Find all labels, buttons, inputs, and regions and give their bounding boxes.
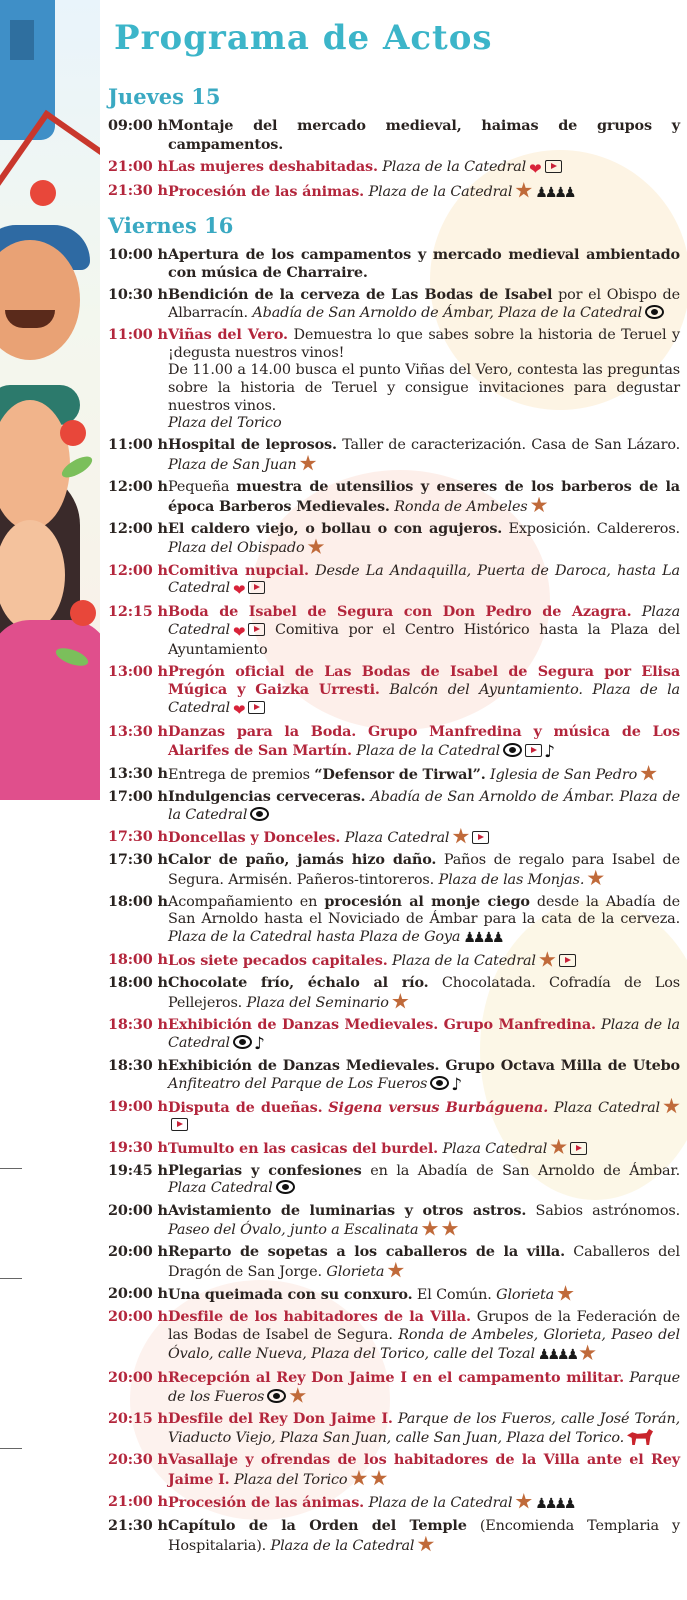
- event-row: [108, 1139, 680, 1159]
- event-title: Los siete pecados capitales.: [168, 952, 388, 970]
- badge-icon: [557, 1285, 574, 1302]
- heart-icon: ❤: [529, 159, 542, 178]
- event-detail: De 11.00 a 14.00 busca el punto Viñas del Vero, contesta las preguntas sobre la historia de Teruel y consigue invitaciones para degustar nuestros vinos.: [168, 362, 680, 414]
- event-description: [168, 1162, 680, 1198]
- badge-icon: [350, 1470, 367, 1487]
- event-title-italic: Sigena versus Burbáguena.: [328, 1098, 549, 1116]
- event-text: Acompañamiento en: [168, 893, 318, 910]
- eye-icon: [267, 1389, 286, 1403]
- event-text: Taller de caracterización. Casa de San Lázaro.: [342, 437, 681, 454]
- event-description: [168, 603, 680, 659]
- event-time: 10:30 h: [108, 286, 168, 304]
- badge-icon: [441, 1220, 458, 1237]
- event-title: Boda de Isabel de Segura con Don Pedro de Azagra.: [168, 603, 632, 621]
- event-description: [168, 1243, 680, 1281]
- event-description: [168, 478, 680, 516]
- badge-icon: [300, 455, 317, 472]
- event-row: [108, 1517, 680, 1555]
- event-time: 21:30 h: [108, 181, 168, 199]
- event-time: 12:00 h: [108, 478, 168, 496]
- event-title: muestra de utensilios y enseres de los barberos de la época Barberos Medievales.: [168, 478, 680, 515]
- event-description: [168, 182, 680, 203]
- badge-icon: [387, 1262, 404, 1279]
- event-time: 20:15 h: [108, 1410, 168, 1428]
- badge-icon: [579, 1344, 596, 1361]
- event-title: Indulgencias cerveceras.: [168, 788, 366, 806]
- event-place: Anfiteatro del Parque de Los Fueros: [168, 1075, 428, 1092]
- event-description: [168, 1202, 680, 1240]
- event-description: [168, 1369, 680, 1407]
- event-time: 17:00 h: [108, 788, 168, 806]
- event-title: Las mujeres deshabitadas.: [168, 157, 378, 175]
- event-title: Desfile del Rey Don Jaime I.: [168, 1410, 393, 1428]
- badge-icon: [539, 951, 556, 968]
- event-row: [108, 520, 680, 558]
- event-row: [108, 951, 680, 971]
- event-description: [168, 1493, 680, 1514]
- event-time: 21:00 h: [108, 157, 168, 175]
- event-text: en la Abadía de San Arnoldo de Ámbar.: [370, 1162, 681, 1179]
- badge-icon: [307, 538, 324, 555]
- play-icon: [248, 581, 265, 594]
- event-place: Plaza de la Catedral hasta Plaza de Goya: [168, 929, 461, 946]
- event-row: [108, 562, 680, 600]
- event-time: 17:30 h: [108, 851, 168, 869]
- event-row: [108, 1243, 680, 1281]
- event-title: Pregón oficial de Las Bodas de Isabel de Segura por Elisa Múgica y Gaizka Urresti.: [168, 662, 680, 699]
- badge-icon: [515, 182, 532, 199]
- event-title: Una queimada con su conxuro.: [168, 1286, 413, 1304]
- event-place: Glorieta: [496, 1287, 555, 1304]
- event-place: Ronda de Ambeles: [394, 498, 528, 515]
- event-text: Entrega de premios: [168, 766, 310, 783]
- event-description: [168, 1410, 680, 1447]
- program-content: [108, 0, 680, 1559]
- event-description: [168, 1285, 680, 1305]
- event-row: [108, 765, 680, 785]
- event-title: procesión al monje ciego: [324, 892, 530, 910]
- event-row: [108, 1162, 680, 1198]
- event-title: Tumulto en las casicas del burdel.: [168, 1139, 439, 1157]
- event-title: Procesión de las ánimas.: [168, 1494, 365, 1511]
- eye-icon: [645, 305, 664, 319]
- event-place: Abadía de San Arnoldo de Ámbar, Plaza de la Catedral: [252, 304, 643, 321]
- event-place: Plaza del Obispado: [168, 540, 305, 557]
- event-place: Abadía de San Arnoldo de Ámbar. Plaza de la Catedral: [168, 789, 680, 823]
- event-title: Procesión de las ánimas.: [168, 182, 365, 200]
- horse-icon: [627, 1429, 653, 1445]
- event-place: Plaza del Seminario: [246, 995, 389, 1012]
- event-time: 13:00 h: [108, 662, 168, 680]
- event-time: 20:00 h: [108, 1285, 168, 1303]
- people-icon: ♟♟♟♟: [537, 1347, 577, 1364]
- event-time: 20:00 h: [108, 1308, 168, 1326]
- event-time: 19:00 h: [108, 1097, 168, 1115]
- event-text: desde la Abadía de San Arnoldo hasta el Noviciado de Ámbar para la cata de la cerveza.: [168, 893, 680, 928]
- eye-icon: [430, 1076, 449, 1090]
- badge-icon: [640, 765, 657, 782]
- event-place: Plaza Catedral: [553, 1099, 660, 1116]
- music-note-icon: ♪: [451, 1074, 462, 1095]
- event-description: [168, 663, 680, 720]
- event-place: Paseo del Óvalo, junto a Escalinata: [168, 1222, 419, 1239]
- event-description: [168, 893, 680, 948]
- event-place: Plaza de la Catedral: [368, 183, 513, 200]
- event-row: [108, 1098, 680, 1135]
- margin-line: [0, 1448, 22, 1449]
- heart-icon: ❤: [232, 581, 246, 600]
- event-title: Recepción al Rey Don Jaime I en el campamento militar.: [168, 1368, 624, 1386]
- event-description: [168, 1308, 680, 1365]
- event-description: [168, 1057, 680, 1094]
- eye-icon: [233, 1035, 252, 1049]
- event-description: [168, 436, 680, 474]
- event-title: Montaje del mercado medieval, haimas de grupos y campamentos.: [168, 117, 680, 153]
- event-row: [108, 286, 680, 322]
- event-title: Vasallaje y ofrendas de los habitadores de la Villa ante el Rey Jaime I.: [168, 1451, 680, 1488]
- play-icon: [171, 1118, 188, 1131]
- event-title: Avistamiento de luminarias y otros astros.: [168, 1201, 527, 1219]
- eye-icon: [250, 807, 269, 821]
- badge-icon: [289, 1387, 306, 1404]
- event-row: [108, 1451, 680, 1489]
- page-title: Programa de Actos: [114, 18, 493, 58]
- event-row: [108, 1369, 680, 1407]
- event-row: [108, 1410, 680, 1447]
- event-row: [108, 663, 680, 720]
- event-description: [168, 1517, 680, 1555]
- event-time: 13:30 h: [108, 764, 168, 782]
- event-text: Sabios astrónomos.: [535, 1202, 680, 1219]
- event-row: [108, 182, 680, 203]
- play-icon: [248, 701, 265, 714]
- event-description: [168, 562, 680, 600]
- event-description: [168, 765, 680, 785]
- event-text: Pequeña: [168, 479, 237, 496]
- event-row: [108, 117, 680, 154]
- event-time: 20:00 h: [108, 1201, 168, 1219]
- event-text: Demuestra lo que sabes sobre la historia de Teruel y ¡degusta nuestros vinos!: [168, 327, 680, 361]
- event-row: [108, 158, 680, 179]
- event-description: [168, 326, 680, 433]
- event-description: [168, 117, 680, 154]
- event-place: Plaza Catedral: [344, 829, 450, 846]
- event-time: 20:00 h: [108, 1368, 168, 1386]
- event-place: Plaza de la Catedral: [382, 158, 527, 175]
- event-description: [168, 246, 680, 283]
- event-row: [108, 1285, 680, 1305]
- event-row: [108, 436, 680, 474]
- margin-line: [0, 1278, 22, 1279]
- event-row: [108, 1308, 680, 1365]
- event-time: 19:30 h: [108, 1138, 168, 1156]
- event-place: Plaza Catedral: [442, 1140, 548, 1157]
- event-time: 20:30 h: [108, 1451, 168, 1469]
- event-place: Desde La Andaquilla, Puerta de Daroca, hasta La Catedral: [168, 562, 680, 597]
- play-icon: [545, 160, 562, 173]
- event-title: Disputa de dueñas.: [168, 1098, 323, 1116]
- event-text: Grupos de la Federación de las Bodas de Isabel de Segura.: [168, 1309, 680, 1343]
- event-row: [108, 326, 680, 433]
- badge-icon: [531, 497, 548, 514]
- people-icon: ♟♟♟♟: [535, 1496, 574, 1512]
- event-time: 19:45 h: [108, 1161, 168, 1179]
- event-row: [108, 788, 680, 824]
- event-description: [168, 828, 680, 848]
- play-icon: [472, 831, 489, 844]
- event-description: [168, 974, 680, 1012]
- event-time: 18:30 h: [108, 1016, 168, 1034]
- event-place: Plaza de la Catedral: [168, 1017, 680, 1051]
- badge-icon: [370, 1470, 387, 1487]
- event-place: Plaza del Torico: [168, 415, 282, 432]
- event-time: 18:00 h: [108, 892, 168, 910]
- event-description: [168, 286, 680, 322]
- event-title: Calor de paño, jamás hizo daño.: [168, 851, 437, 869]
- event-place: Plaza del Torico: [233, 1471, 348, 1488]
- eye-icon: [276, 1180, 295, 1194]
- event-title: Chocolate frío, échalo al río.: [168, 974, 429, 992]
- days-list: [108, 84, 680, 1555]
- badge-icon: [663, 1098, 680, 1115]
- event-title: Doncellas y Donceles.: [168, 828, 341, 846]
- event-text: Exposición. Caldereros.: [508, 520, 680, 537]
- badge-icon: [587, 870, 604, 887]
- event-row: [108, 603, 680, 659]
- event-title: Apertura de los campamentos y mercado medieval ambientado con música de Charraire.: [168, 245, 680, 282]
- event-place: Glorieta: [326, 1263, 385, 1280]
- day-title: Viernes 16: [108, 212, 234, 238]
- event-row: [108, 1057, 680, 1094]
- event-title: Plegarias y confesiones: [168, 1161, 362, 1179]
- event-title: Hospital de leprosos.: [168, 436, 337, 454]
- event-row: [108, 851, 680, 889]
- music-note-icon: ♪: [544, 741, 555, 762]
- event-row: [108, 723, 680, 761]
- event-title: Bendición de la cerveza de Las Bodas de Isabel: [168, 286, 553, 304]
- event-place: Plaza de la Catedral: [392, 953, 536, 970]
- event-text: (Encomienda Templaria y Hospitalaria).: [168, 1518, 680, 1554]
- event-time: 11:00 h: [108, 436, 168, 454]
- event-title: Reparto de sopetas a los caballeros de la villa.: [168, 1243, 565, 1261]
- event-place: Plaza de la Catedral: [368, 1495, 513, 1511]
- play-icon: [559, 954, 576, 967]
- event-time: 20:00 h: [108, 1243, 168, 1261]
- event-text: Chocolatada. Cofradía de Los Pellejeros.: [168, 975, 680, 1012]
- event-time: 12:00 h: [108, 519, 168, 537]
- event-description: [168, 1098, 680, 1135]
- event-place: Balcón del Ayuntamiento. Plaza de la Catedral: [168, 682, 680, 716]
- event-time: 18:00 h: [108, 951, 168, 969]
- event-title: Capítulo de la Orden del Temple: [168, 1517, 467, 1535]
- day-title: Jueves 15: [108, 84, 221, 109]
- event-place: Plaza de las Monjas.: [438, 871, 585, 888]
- badge-icon: [417, 1536, 434, 1553]
- event-description: [168, 1451, 680, 1489]
- event-title: Exhibición de Danzas Medievales. Grupo Octava Milla de Utebo: [168, 1057, 680, 1074]
- event-place: Plaza Catedral: [168, 1180, 273, 1197]
- event-text: El Común.: [416, 1287, 492, 1304]
- event-place: Parque de los Fueros: [168, 1369, 680, 1406]
- event-description: [168, 788, 680, 824]
- play-icon: [525, 744, 542, 757]
- play-icon: [570, 1142, 587, 1155]
- event-place: Iglesia de San Pedro: [490, 766, 638, 783]
- event-title: Desfile de los habitadores de la Villa.: [168, 1308, 471, 1326]
- left-illustration: [0, 0, 100, 800]
- badge-icon: [392, 993, 409, 1010]
- event-text: Caballeros del Dragón de San Jorge.: [168, 1244, 680, 1280]
- heart-icon: ❤: [232, 700, 246, 719]
- event-time: 11:00 h: [108, 326, 168, 344]
- event-time: 09:00 h: [108, 117, 168, 134]
- event-place: Plaza de la Catedral: [356, 742, 501, 759]
- event-place: Parque de los Fueros, calle José Torán, Viaducto Viejo, Plaza San Juan, calle San Juan, Plaza del Torico.: [168, 1411, 680, 1447]
- badge-icon: [515, 1493, 532, 1510]
- event-description: [168, 851, 680, 889]
- event-row: [108, 828, 680, 848]
- event-title: Exhibición de Danzas Medievales. Grupo Manfredina.: [168, 1016, 596, 1034]
- event-row: [108, 893, 680, 948]
- badge-icon: [421, 1220, 438, 1237]
- event-description: [168, 951, 680, 971]
- event-place: Plaza Catedral: [168, 604, 680, 638]
- heart-icon: ❤: [232, 623, 246, 641]
- play-icon: [248, 623, 265, 636]
- event-description: [168, 1139, 680, 1159]
- event-description: [168, 1016, 680, 1053]
- event-title: El caldero viejo, o bollau o con agujeros.: [168, 519, 503, 537]
- event-description: [168, 723, 680, 761]
- event-text: por el Obispo de Albarracín.: [168, 287, 680, 321]
- event-row: [108, 478, 680, 516]
- event-time: 12:15 h: [108, 603, 168, 621]
- event-time: 18:30 h: [108, 1057, 168, 1074]
- event-time: 13:30 h: [108, 723, 168, 741]
- event-row: [108, 1202, 680, 1240]
- margin-line: [0, 1168, 22, 1169]
- people-icon: ♟♟♟♟: [463, 930, 502, 947]
- event-time: 12:00 h: [108, 561, 168, 579]
- badge-icon: [452, 828, 469, 845]
- event-title: Comitiva nupcial.: [168, 561, 309, 579]
- event-row: [108, 1016, 680, 1053]
- event-description: [168, 158, 680, 179]
- event-time: 21:30 h: [108, 1517, 168, 1535]
- event-title: Danzas para la Boda. Grupo Manfredina y música de Los Alarifes de San Martín.: [168, 723, 680, 759]
- event-text: Comitiva por el Centro Histórico hasta la Plaza del Ayuntamiento: [168, 622, 680, 658]
- event-place: Plaza de San Juan: [168, 456, 297, 473]
- event-time: 17:30 h: [108, 827, 168, 845]
- people-icon: ♟♟♟♟: [535, 184, 574, 201]
- badge-icon: [550, 1139, 567, 1156]
- event-title: Viñas del Vero.: [168, 326, 288, 344]
- eye-icon: [503, 743, 522, 757]
- event-row: [108, 1493, 680, 1514]
- event-time: 21:00 h: [108, 1493, 168, 1510]
- event-title: “Defensor de Tirwal”.: [314, 765, 486, 783]
- music-note-icon: ♪: [253, 1033, 265, 1054]
- event-place: Ronda de Ambeles, Glorieta, Paseo del Óvalo, calle Nueva, Plaza del Torico, calle del Tozal: [168, 1326, 680, 1363]
- event-description: [168, 520, 680, 558]
- event-text: Paños de regalo para Isabel de Segura. Armisén. Pañeros-tintoreros.: [168, 852, 680, 888]
- event-row: [108, 974, 680, 1012]
- event-time: 10:00 h: [108, 245, 168, 263]
- event-row: [108, 246, 680, 283]
- event-time: 18:00 h: [108, 974, 168, 992]
- event-place: Plaza de la Catedral: [270, 1537, 415, 1554]
